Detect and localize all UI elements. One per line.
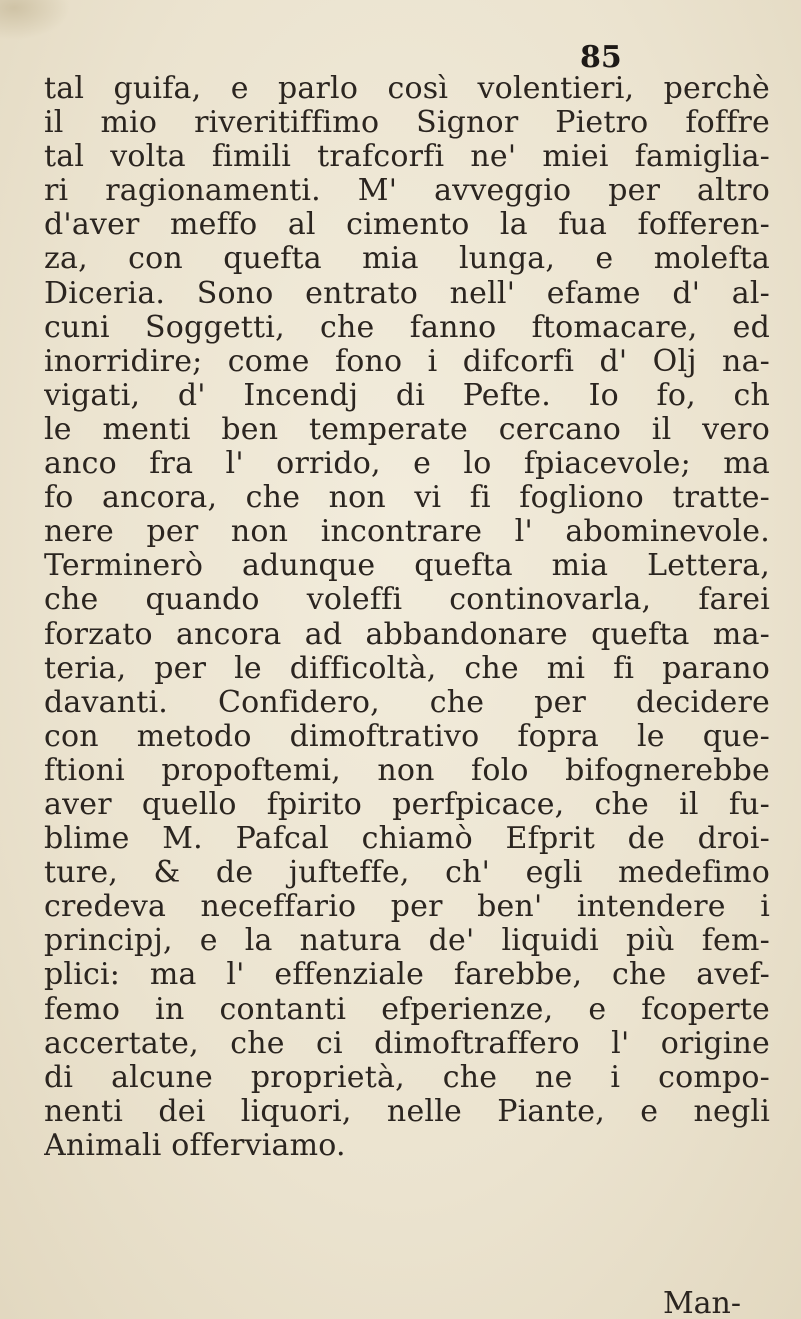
catchword: Man- bbox=[662, 1286, 741, 1319]
text-line: ture, & de jufteffe, ch' egli medefimo bbox=[44, 856, 770, 891]
text-line: inorridire; come fono i difcorfi d' Olj na- bbox=[44, 344, 770, 379]
text-line: credeva neceffario per ben' intendere i bbox=[44, 890, 770, 925]
text-line: nere per non incontrare l' abominevole. bbox=[44, 515, 770, 550]
text-line: ri ragionamenti. M' avveggio per altro bbox=[44, 174, 770, 209]
text-line: tal guifa, e parlo così volentieri, perchè bbox=[44, 72, 770, 106]
text-line: teria, per le difficoltà, che mi fi parano bbox=[44, 651, 770, 686]
text-line: accertate, che ci dimoftraffero l' origine bbox=[44, 1026, 770, 1061]
text-line: femo in contanti efperienze, e fcoperte bbox=[44, 992, 770, 1027]
text-line: nenti dei liquori, nelle Piante, e negli bbox=[44, 1094, 770, 1129]
text-line: che quando voleffi continovarla, farei bbox=[44, 583, 770, 618]
text-line: con metodo dimoftrativo fopra le que- bbox=[44, 719, 770, 754]
text-line: plici: ma l' effenziale farebbe, che avef- bbox=[44, 958, 770, 993]
text-line: tal volta fimili trafcorfi ne' miei famiglia- bbox=[44, 140, 770, 175]
text-line: blime M. Pafcal chiamò Efprit de droi- bbox=[44, 822, 770, 857]
text-line: Diceria. Sono entrato nell' efame d' al- bbox=[44, 276, 770, 311]
text-line: forzato ancora ad abbandonare quefta ma- bbox=[44, 617, 770, 652]
text-line: il mio riveritiffimo Signor Pietro foffre bbox=[44, 106, 770, 141]
text-line: le menti ben temperate cercano il vero bbox=[44, 412, 770, 447]
text-line: ftioni propoftemi, non folo bifognerebbe bbox=[44, 753, 770, 788]
page-number: 85 bbox=[580, 40, 622, 75]
text-line: di alcune proprietà, che ne i compo- bbox=[44, 1060, 770, 1095]
text-line: davanti. Confidero, che per decidere bbox=[44, 685, 770, 720]
text-line: principj, e la natura de' liquidi più fem- bbox=[44, 924, 770, 959]
body-text bbox=[44, 72, 770, 1163]
text-line: d'aver meffo al cimento la fua fofferen- bbox=[44, 208, 770, 243]
text-line: aver quello fpirito perfpicace, che il fu- bbox=[44, 787, 770, 822]
text-line: vigati, d' Incendj di Pefte. Io fo, ch bbox=[44, 378, 770, 413]
text-line: Animali offerviamo. bbox=[44, 1128, 346, 1163]
text-line: za, con quefta mia lunga, e molefta bbox=[44, 242, 770, 277]
text-line: fo ancora, che non vi fi fogliono tratte- bbox=[44, 481, 770, 516]
text-line: anco fra l' orrido, e lo fpiacevole; ma bbox=[44, 447, 770, 482]
text-line: cuni Soggetti, che fanno ftomacare, ed bbox=[44, 310, 770, 345]
text-line: Terminerò adunque quefta mia Lettera, bbox=[44, 549, 770, 584]
paper-stain bbox=[0, 0, 70, 40]
